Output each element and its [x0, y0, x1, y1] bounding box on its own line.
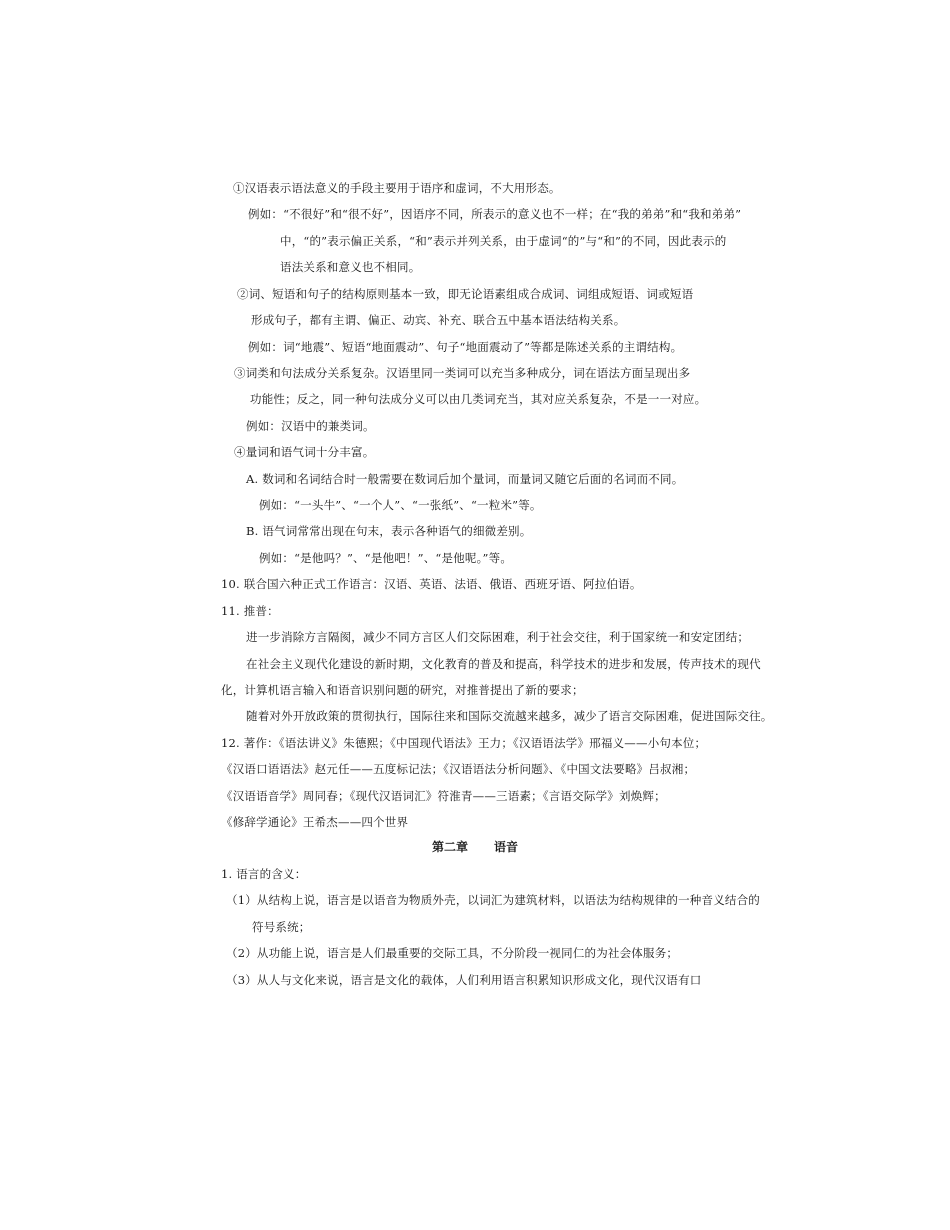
text-line: ②词、短语和句子的结构原则基本一致，即无论语素组成合成词、词组成短语、词或短语: [237, 287, 694, 301]
text-line: 功能性；反之，同一种句法成分义可以由几类词充当，其对应关系复杂，不是一一对应。: [250, 392, 707, 406]
text-line: 进一步消除方言隔阂，减少不同方言区人们交际困难，利于社会交往，利于国家统一和安定团结；: [246, 630, 750, 644]
text-line: 化，计算机语言输入和语音识别问题的研究，对推普提出了新的要求；: [221, 683, 584, 697]
text-line: 11. 推普：: [221, 604, 279, 618]
text-line: 10. 联合国六种正式工作语言：汉语、英语、法语、俄语、西班牙语、阿拉伯语。: [221, 577, 642, 591]
chapter-number: 第二章: [431, 840, 468, 854]
text-line: 12. 著作：《语法讲义》朱德熙；《中国现代语法》王力；《汉语语法学》邢福义——小句本位；: [221, 736, 707, 750]
text-line: 符号系统；: [252, 920, 311, 934]
text-line: 语法关系和意义也不相同。: [280, 260, 421, 274]
text-line: ④量词和语气词十分丰富。: [234, 445, 375, 459]
text-line: 例如：“一头牛”、“一个人”、“一张纸”、“一粒米”等。: [259, 498, 542, 512]
text-line: 例如：“不很好”和“很不好”，因语序不同，所表示的意义也不一样；在“我的弟弟”和“我和弟弟”: [248, 207, 742, 221]
text-line: 1. 语言的含义：: [221, 867, 307, 881]
text-line: （2）从功能上说，语言是人们最重要的交际工具，不分阶段一视同仁的为社会体服务；: [226, 946, 679, 960]
text-line: 《汉语口语语法》赵元任——五度标记法；《汉语语法分析问题》、《中国文法要略》吕叔湘；: [221, 762, 696, 776]
text-line: A. 数词和名词结合时一般需要在数词后加个量词，而量词又随它后面的名词而不同。: [246, 472, 684, 486]
text-line: ①汉语表示语法意义的手段主要用于语序和虚词，不大用形态。: [233, 181, 561, 195]
chapter-heading: [0, 839, 950, 855]
text-line: ③词类和句法成分关系复杂。汉语里同一类词可以充当多种成分，词在语法方面呈现出多: [234, 366, 691, 380]
text-line: 中，“的”表示偏正关系，“和”表示并列关系，由于虚词“的”与“和”的不同，因此表示的: [280, 234, 727, 248]
text-line: 在社会主义现代化建设的新时期，文化教育的普及和提高，科学技术的进步和发展，传声技术的现代: [246, 657, 761, 671]
text-line: 例如：“是他吗？”、“是他吧！”、“是他呢。”等。: [259, 551, 513, 565]
text-line: （3）从人与文化来说，语言是文化的载体，人们利用语言积累知识形成文化，现代汉语有口: [226, 973, 702, 987]
text-line: 《修辞学通论》王希杰——四个世界: [221, 815, 409, 829]
text-line: B. 语气词常常出现在句末，表示各种语气的细微差别。: [246, 524, 532, 538]
text-line: （1）从结构上说，语言是以语音为物质外壳，以词汇为建筑材料，以语法为结构规律的一种音义结合的: [226, 893, 761, 907]
text-line: 形成句子，都有主谓、偏正、动宾、补充、联合五中基本语法结构关系。: [251, 313, 626, 327]
text-line: 例如：汉语中的兼类词。: [246, 419, 375, 433]
text-line: 例如：词“地震”、短语“地面震动”、句子“地面震动了”等都是陈述关系的主谓结构。: [248, 340, 683, 354]
text-line: 随着对外开放政策的贯彻执行，国际往来和国际交流越来越多，减少了语言交际困难，促进国际交往。: [246, 709, 773, 723]
chapter-title: 语音: [494, 840, 519, 854]
text-line: 《汉语语音学》周同春；《现代汉语词汇》符淮青——三语素；《言语交际学》刘焕辉；: [221, 789, 666, 803]
